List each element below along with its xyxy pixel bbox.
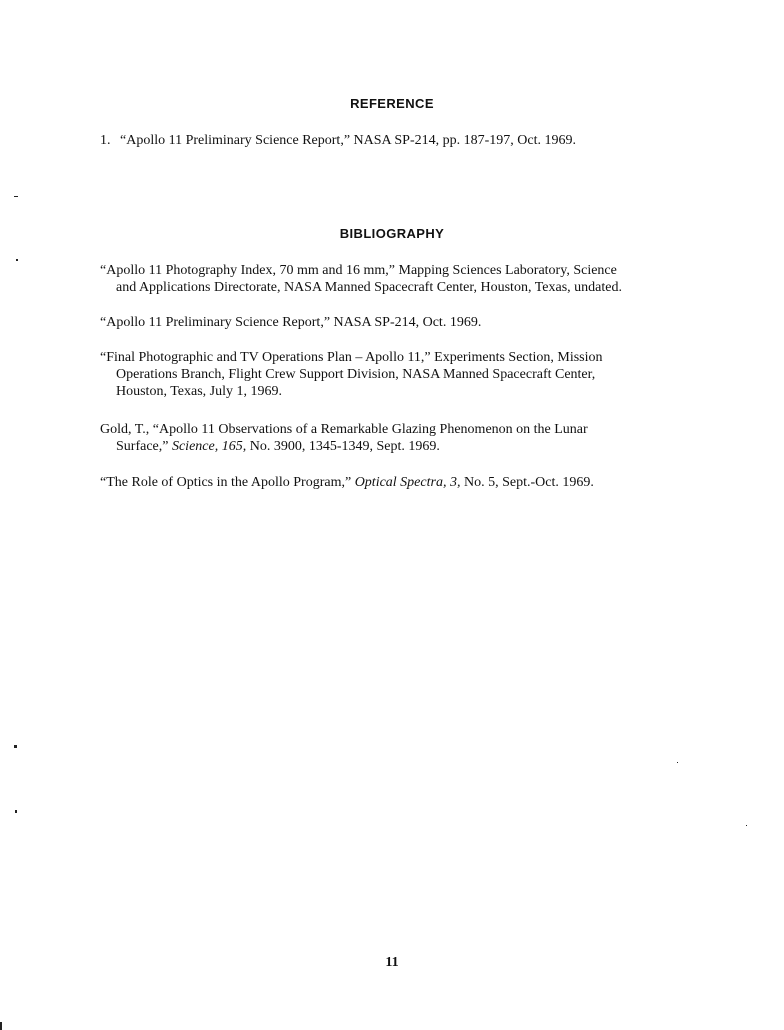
citation-text: No. 5, Sept.-Oct. 1969. (460, 475, 594, 490)
bibliography-entry-line (100, 438, 700, 455)
bibliography-entry-line: “Apollo 11 Photography Index, 70 mm and 16 mm,” Mapping Sciences Laboratory, Science (100, 263, 617, 278)
bibliography-entry-line: “Apollo 11 Preliminary Science Report,” NASA SP-214, Oct. 1969. (100, 315, 482, 330)
scan-speck (677, 762, 678, 763)
bibliography-entry (100, 314, 700, 331)
reference-heading: REFERENCE (350, 96, 434, 111)
scan-speck (15, 810, 17, 813)
bibliography-entry-line: Operations Branch, Flight Crew Support Division, NASA Manned Spacecraft Center, (116, 367, 596, 382)
reference-item-text: “Apollo 11 Preliminary Science Report,” NASA SP-214, pp. 187-197, Oct. 1969. (120, 133, 576, 148)
bibliography-entry-line: Houston, Texas, July 1, 1969. (116, 384, 282, 399)
scan-speck (16, 259, 18, 261)
bibliography-entry (100, 262, 700, 296)
journal-title: Science, 165, (171, 439, 247, 454)
reference-item (100, 132, 700, 150)
bibliography-entry-line: “Final Photographic and TV Operations Plan – Apollo 11,” Experiments Section, Mission (100, 350, 603, 365)
scan-speck (0, 1022, 2, 1030)
bibliography-entry-line: and Applications Directorate, NASA Manned Spacecraft Center, Houston, Texas, undated. (116, 280, 622, 295)
bibliography-heading: BIBLIOGRAPHY (339, 226, 445, 241)
citation-text: Surface,” (116, 439, 172, 454)
reference-item-number: 1. (100, 133, 111, 148)
scan-speck (746, 825, 747, 826)
bibliography-entry (100, 421, 700, 455)
bibliography-entry-line: Gold, T., “Apollo 11 Observations of a Remarkable Glazing Phenomenon on the Lunar (100, 422, 588, 437)
journal-title: Optical Spectra, 3, (354, 475, 461, 490)
bibliography-entry (100, 349, 700, 400)
page-number: 11 (385, 955, 399, 970)
scan-speck (14, 745, 17, 748)
bibliography-entry (100, 474, 700, 491)
citation-text: No. 3900, 1345-1349, Sept. 1969. (246, 439, 440, 454)
scan-speck (14, 196, 18, 197)
citation-text: “The Role of Optics in the Apollo Program,” (100, 475, 355, 490)
bibliography-entry-line (100, 474, 700, 491)
